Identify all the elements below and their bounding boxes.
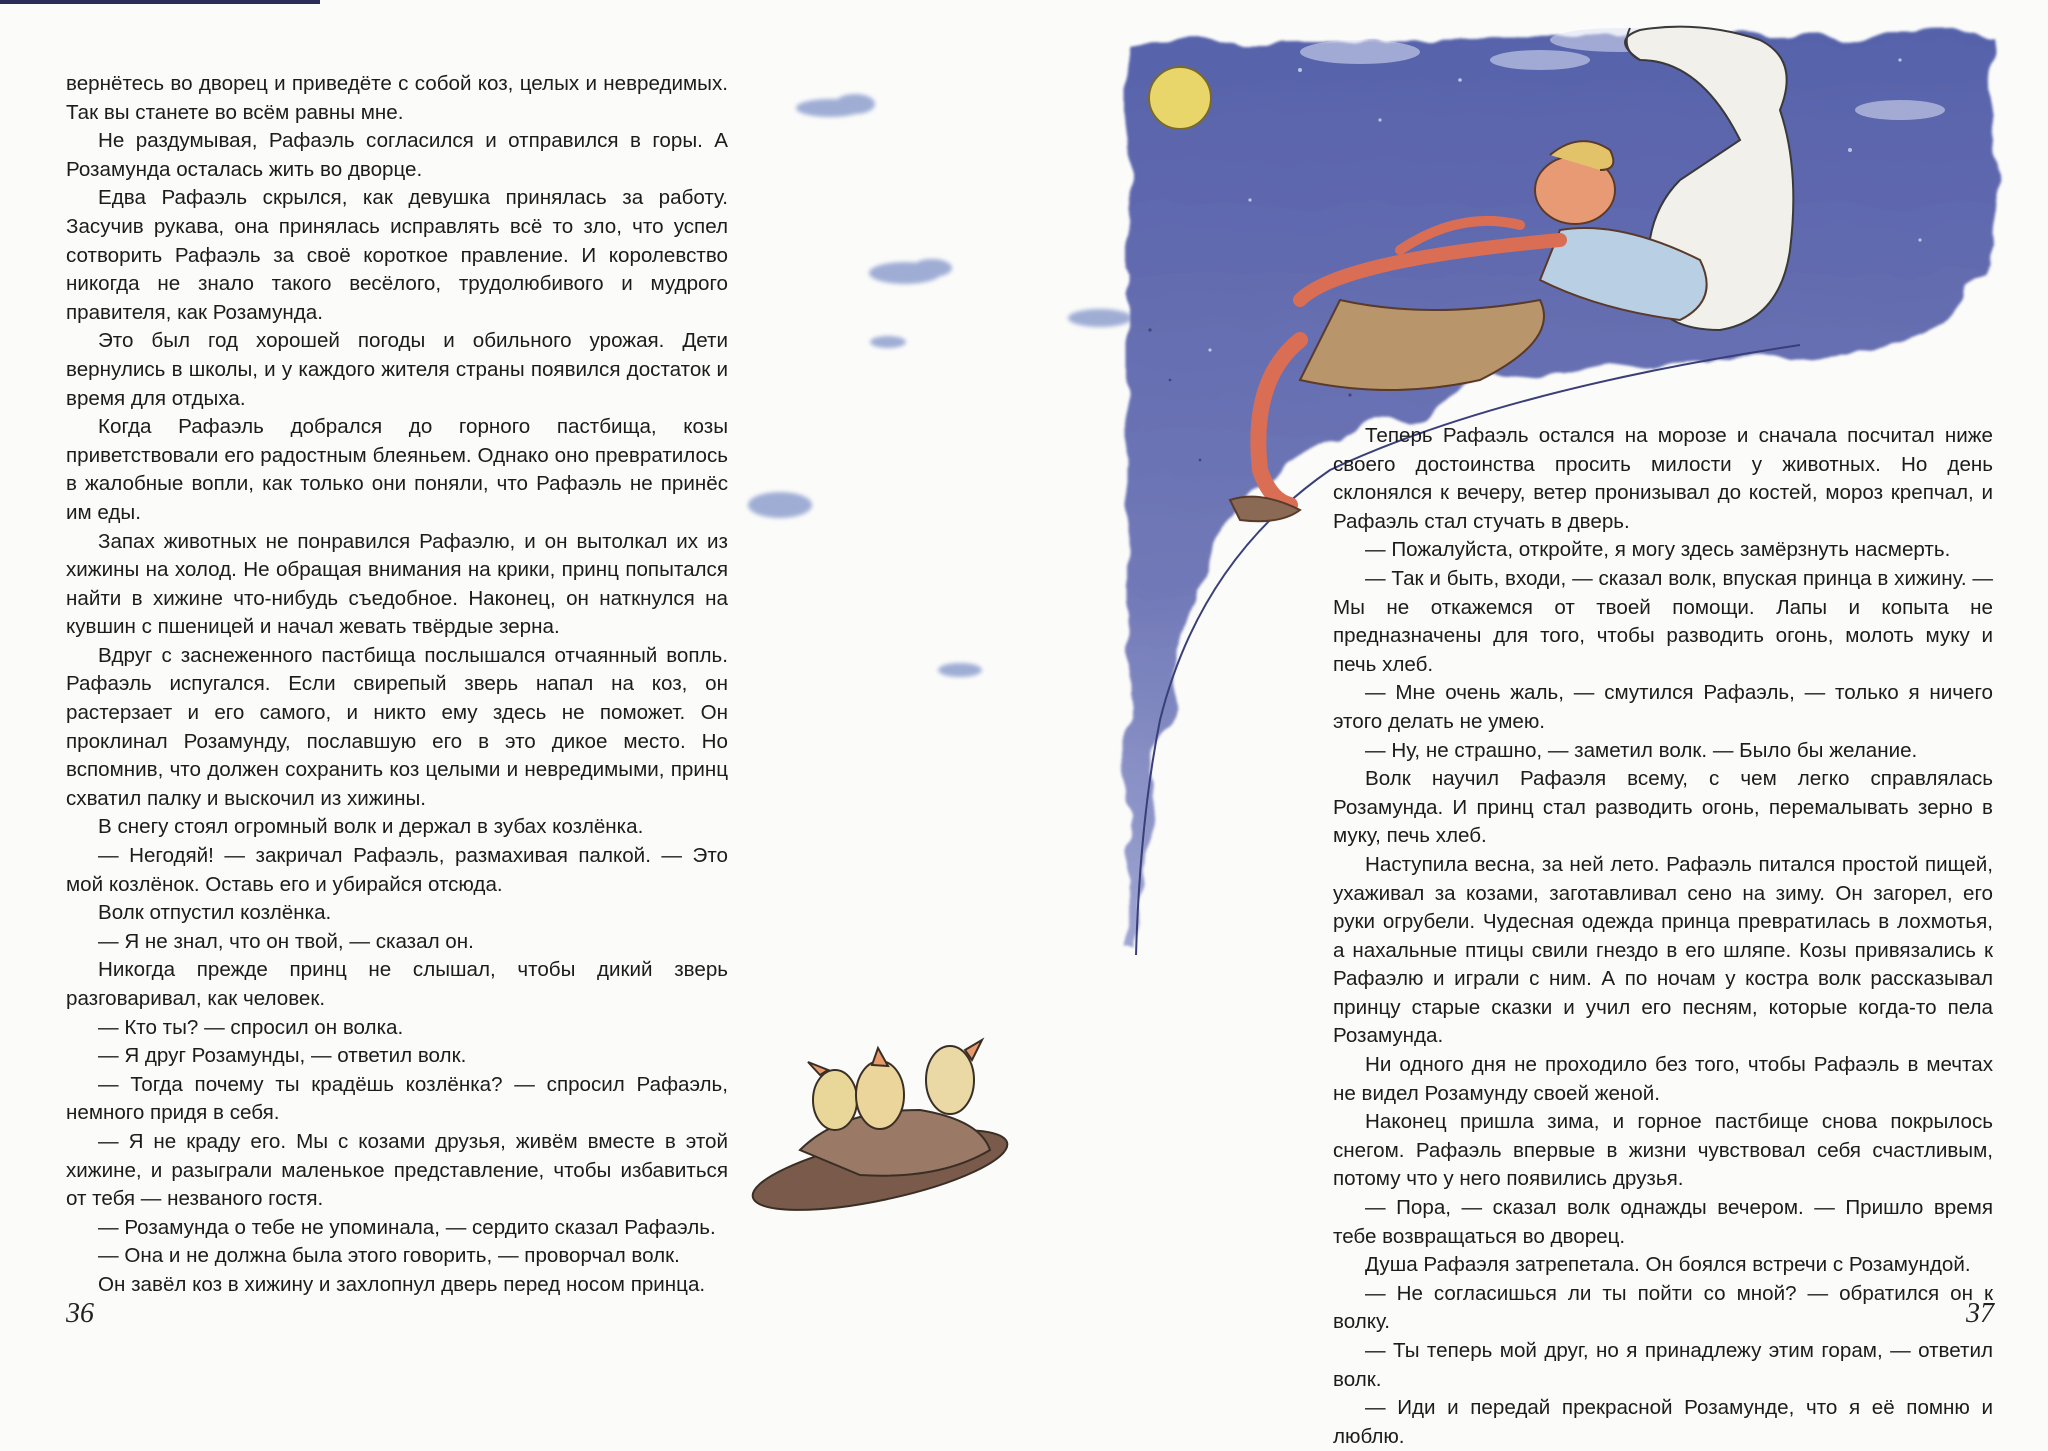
paragraph: — Я не краду его. Мы с козами друзья, живём вместе в этой хижине, и разыграли маленькое представление, чтобы избавиться от тебя — незваного гостя.	[66, 1129, 728, 1211]
paragraph: Ни одного дня не проходило без того, чтобы Рафаэль в мечтах не видел Розамунду своей женой.	[1333, 1053, 1993, 1105]
left-page	[0, 0, 1024, 1350]
paragraph: — Розамунда о тебе не упоминала, — сердито сказал Рафаэль.	[98, 1215, 716, 1239]
paragraph: Волк научил Рафаэля всему, с чем легко справлялась Розамунда. И принц стал разводить огонь, перемалывать зерно в муку, печь хлеб.	[1333, 767, 1993, 848]
paragraph: Не раздумывая, Рафаэль согласился и отправился в горы. А Розамунда осталась жить во дворце.	[66, 129, 728, 181]
paragraph: Наступила весна, за ней лето. Рафаэль питался простой пищей, ухаживал за козами, заготавливал сено на зиму. Он загорел, его руки огрубели. Чудесная одежда принца превратилась в лохмотья, а нахальные птицы свили гнездо в его шляпе. Козы привязались к Рафаэлю и играли с ним. А по ночам у костра волк рассказывал принцу старые сказки и учил его песням, которые когда-то пела Розамунда.	[1333, 852, 1993, 1048]
paragraph: — Тогда почему ты крадёшь козлёнка? — спросил Рафаэль, немного придя в себя.	[66, 1072, 728, 1125]
paragraph: — Ты теперь мой друг, но я принадлежу этим горам, — ответил волк.	[1333, 1339, 1993, 1391]
paragraph: — Ну, не страшно, — заметил волк. — Было бы желание.	[1365, 738, 1918, 762]
paragraph: — Не согласишься ли ты пойти со мной? — обратился он к волку.	[1333, 1281, 1993, 1334]
paragraph: — Пожалуйста, откройте, я могу здесь замёрзнуть насмерть.	[1365, 538, 1951, 562]
paragraph: Это был год хорошей погоды и обильного урожая. Дети вернулись в школы, и у каждого жителя страны появился достаток и время для отдыха.	[66, 329, 728, 410]
paragraph: Теперь Рафаэль остался на морозе и сначала посчитал ниже своего достоинства просить милости у животных. Но день склонялся к вечеру, ветер пронизывал до костей, мороз крепчал, и Рафаэль стал стучать в дверь.	[1333, 424, 1993, 533]
paragraph: Душа Рафаэля затрепетала. Он боялся встречи с Розамундой.	[1365, 1253, 1971, 1277]
paragraph: Едва Рафаэль скрылся, как девушка принялась за работу. Засучив рукава, она принялась исправлять всё то зло, что успел сотворить Рафаэль за своё короткое правление. И королевство никогда не знало такого весёлого, трудолюбивого и мудрого правителя, как Розамунда.	[66, 186, 728, 324]
paragraph: Когда Рафаэль добрался до горного пастбища, козы приветствовали его радостным блеяньем. Однако оно превратилось в жалобные вопли, как только они поняли, что Рафаэль не принёс им еды.	[66, 415, 728, 524]
paragraph: Запах животных не понравился Рафаэлю, и он вытолкал их из хижины на холод. Не обращая внимания на крики, принц попытался найти в хижине что-нибудь съедобное. Наконец, он наткнулся на кувшин с пшеницей и начал жевать твёрдые зерна.	[66, 529, 728, 639]
left-page-text	[66, 70, 728, 1300]
paragraph: — Мне очень жаль, — смутился Рафаэль, — только я ничего этого делать не умею.	[1333, 681, 1993, 733]
paragraph: — Кто ты? — спросил он волка.	[98, 1015, 404, 1039]
paragraph: — Так и быть, входи, — сказал волк, впуская принца в хижину. — Мы не откажемся от твоей помощи. Лапы и копыта не предназначены для того, чтобы разводить огонь, молоть муку и печь хлеб.	[1333, 566, 1993, 676]
paragraph: Никогда прежде принц не слышал, чтобы дикий зверь разговаривал, как человек.	[66, 958, 728, 1010]
page-number-left: 36	[66, 1298, 94, 1329]
page-number-right: 37	[1966, 1298, 1994, 1329]
paragraph: — Я не знал, что он твой, — сказал он.	[98, 929, 474, 953]
paragraph: Волк отпустил козлёнка.	[98, 901, 332, 925]
paragraph: — Негодяй! — закричал Рафаэль, размахивая палкой. — Это мой козлёнок. Оставь его и убирайся отсюда.	[66, 844, 728, 896]
right-page-text	[1333, 422, 1993, 1451]
paragraph: — Иди и передай прекрасной Розамунде, что я её помню и люблю.	[1333, 1396, 1993, 1448]
paragraph: Вдруг с заснеженного пастбища послышался отчаянный вопль. Рафаэль испугался. Если свирепый зверь напал на коз, он растерзает и его самого, и никто ему здесь не поможет. Он проклинал Розамунду, пославшую его в это дикое место. Но вспомнив, что должен сохранить коз целыми и невредимыми, принц схватил палку и выскочил из хижины.	[66, 643, 728, 810]
paragraph: В снегу стоял огромный волк и держал в зубах козлёнка.	[98, 815, 644, 839]
paragraph: — Она и не должна была этого говорить, — проворчал волк.	[98, 1244, 680, 1268]
paragraph: Он завёл коз в хижину и захлопнул дверь перед носом принца.	[98, 1272, 706, 1296]
paragraph: — Я друг Розамунды, — ответил волк.	[98, 1044, 467, 1068]
paragraph: — Пора, — сказал волк однажды вечером. — Пришло время тебе возвращаться во дворец.	[1333, 1196, 1993, 1248]
paragraph: Наконец пришла зима, и горное пастбище снова покрылось снегом. Рафаэль впервые в жизни чувствовал себя счастливым, потому что у него появились друзья.	[1333, 1110, 1993, 1191]
paragraph: вернётесь во дворец и приведёте с собой коз, целых и невредимых. Так вы станете во всём равны мне.	[66, 72, 728, 124]
